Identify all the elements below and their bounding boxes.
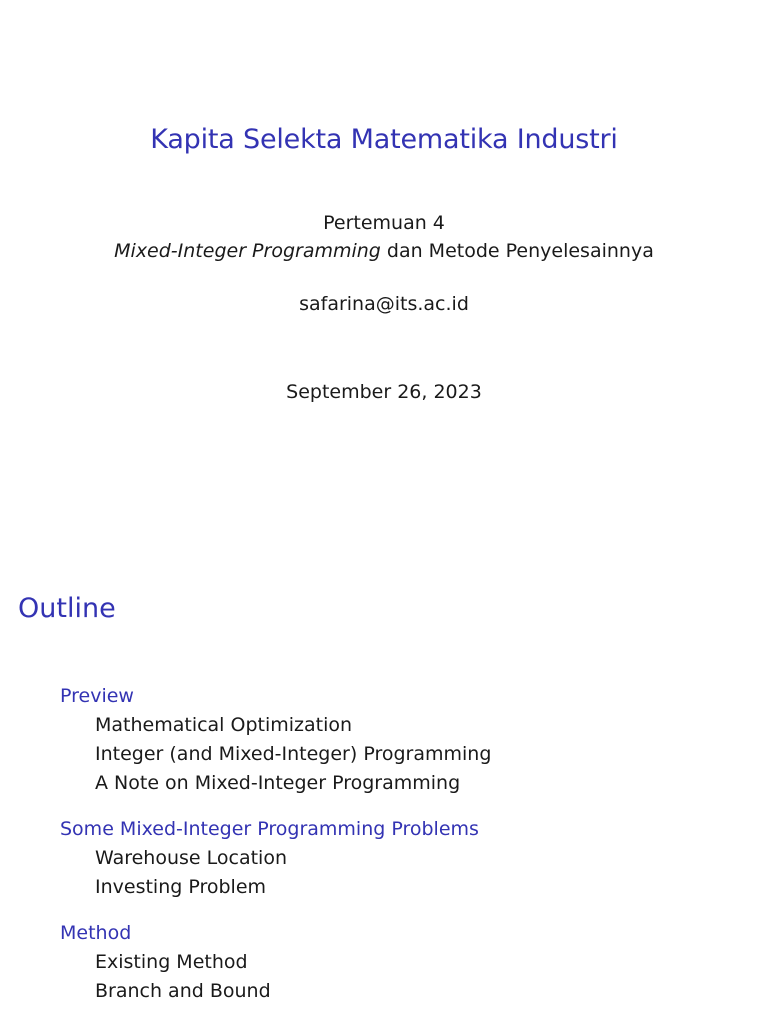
toc-section-preview [0, 682, 768, 798]
subtitle-rest: dan Metode Penyelesainnya [380, 240, 654, 262]
outline-slide [0, 512, 768, 1024]
toc-item[interactable]: A Note on Mixed-Integer Programming [95, 772, 461, 794]
toc-item[interactable]: Warehouse Location [95, 847, 287, 869]
toc-item[interactable]: Investing Problem [95, 876, 267, 898]
presentation-title: Kapita Selekta Matematika Industri [150, 124, 618, 155]
toc-item[interactable]: Existing Method [95, 951, 248, 973]
toc-section-problems [0, 815, 768, 902]
author-email: safarina@its.ac.id [299, 293, 469, 315]
table-of-contents [0, 682, 768, 1023]
toc-section-title[interactable]: Method [60, 922, 132, 944]
subtitle [0, 240, 768, 262]
toc-item[interactable]: Mathematical Optimization [95, 714, 353, 736]
toc-item[interactable]: Integer (and Mixed-Integer) Programming [95, 743, 492, 765]
toc-section-title[interactable]: Some Mixed-Integer Programming Problems [60, 818, 479, 840]
subtitle-italic: Mixed-Integer Programming [114, 240, 381, 262]
toc-section-title[interactable]: Preview [60, 685, 134, 707]
outline-title: Outline [18, 593, 116, 624]
presentation-date: September 26, 2023 [286, 381, 482, 403]
toc-section-method [0, 919, 768, 1006]
toc-item[interactable]: Branch and Bound [95, 980, 271, 1002]
meeting-label: Pertemuan 4 [323, 212, 445, 234]
